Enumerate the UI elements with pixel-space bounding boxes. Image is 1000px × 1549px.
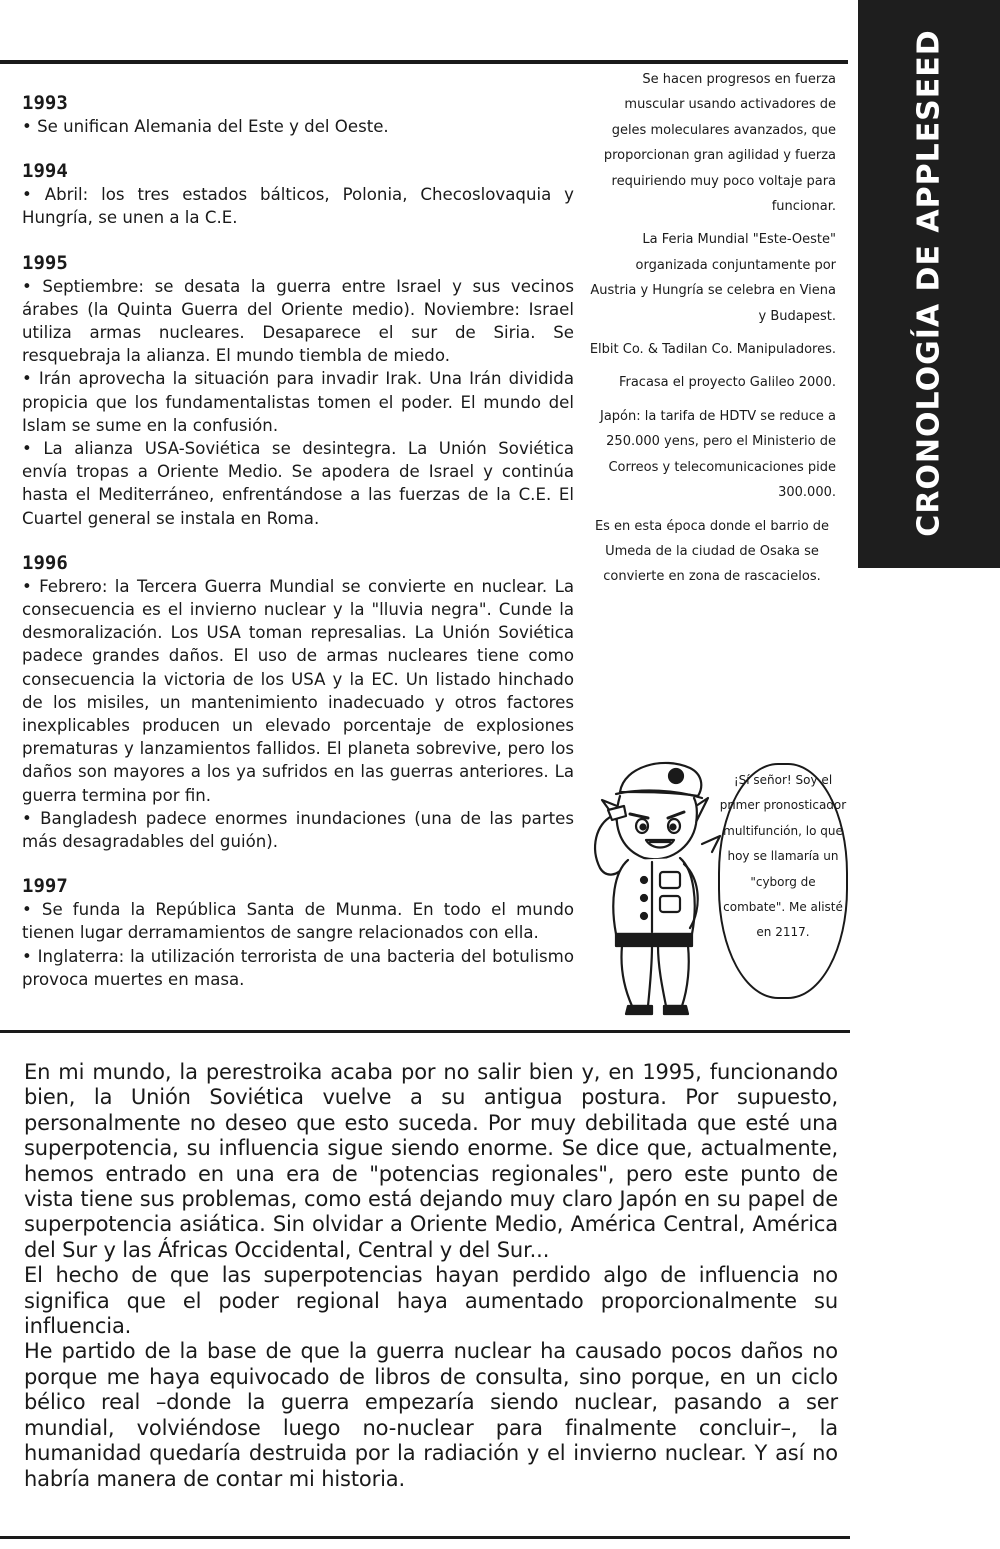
year-block-1997	[22, 875, 574, 991]
sidebar-note: Japón: la tarifa de HDTV se reduce a 250.000 yens, pero el Ministerio de Correos y telecomunicaciones pide 300.000.	[600, 408, 836, 501]
essay-paragraph: He partido de la base de que la guerra nuclear ha causado pocos daños no porque me haya equivocado de libros de consulta, sino porque, en un ciclo bélico real –donde la guerra empezaría siendo nuclear, pasando a ser mundial, volviéndose luego no-nuclear para finalmente concluir–, la humanidad quedaría destruida por la radiación y el invierno nuclear. Y así no habría manera de contar mi historia.	[24, 1339, 838, 1491]
year-title: 1994	[22, 160, 68, 183]
section-divider	[0, 1030, 850, 1033]
event-item: • Se unifican Alemania del Este y del Oeste.	[22, 115, 574, 138]
side-tab-title: CRONOLOGÍA DE APPLESEED	[911, 29, 947, 537]
year-block-1994	[22, 160, 574, 229]
bottom-rule	[0, 1536, 850, 1539]
event-item: • Septiembre: se desata la guerra entre Israel y sus vecinos árabes (la Quinta Guerra del Oriente medio). Noviembre: Israel utiliza armas nucleares. Desaparece el sur de Siria. Se resquebraja la alianza. El mundo tiembla de miedo.	[22, 275, 574, 368]
event-item: • Abril: los tres estados bálticos, Polonia, Checoslovaquia y Hungría, se unen a la C.E.	[22, 183, 574, 229]
event-item: • Febrero: la Tercera Guerra Mundial se convierte en nuclear. La consecuencia es el invierno nuclear y la "lluvia negra". Cunde la desmoralización. Los USA toman represalias. La Unión Soviética padece grandes daños. El uso de armas nucleares tiene como consecuencia la victoria de los USA y la EC. Un listado hinchado de los misiles, un mantenimiento inadecuado y otros factores inexplicables producen un elevado porcentaje de explosiones prematuras y lanzamientos fallidos. El planeta sobrevive, pero los daños son mayores a los ya sufridos en las guerras anteriores. La guerra termina por fin.	[22, 575, 574, 807]
sidebar-note: Elbit Co. & Tadilan Co. Manipuladores.	[589, 342, 836, 358]
event-item: • Se funda la República Santa de Munma. En todo el mundo tienen lugar derramamientos de sangre relacionados con ella.	[22, 898, 574, 944]
essay-paragraph: En mi mundo, la perestroika acaba por no salir bien y, en 1995, funcionando bien, la Unión Soviética vuelve a su antigua postura. Por supuesto, personalmente no deseo que esto suceda. Por muy debilitada que esté una superpotencia, su influencia sigue siendo enorme. Se dice que, actualmente, hemos entrado en una era de "potencias regionales", pero este punto de vista tiene sus problemas, como está dejando muy claro Japón en su papel de superpotencia asiática. Sin olvidar a Oriente Medio, América Central, América del Sur y las Áfricas Occidental, Central y del Sur...	[24, 1060, 838, 1262]
event-item: • La alianza USA-Soviética se desintegra. La Unión Soviética envía tropas a Oriente Medio. Se apodera de Israel y continúa hasta el Mediterráneo, enfrentándose a las fuerzas de la C.E. El Cuartel general se instala en Roma.	[22, 437, 574, 530]
year-title: 1996	[22, 551, 68, 574]
timeline	[22, 92, 574, 991]
event-item: • Bangladesh padece enormes inundaciones (una de las partes más desagradables del guión).	[22, 807, 574, 853]
event-item: • Irán aprovecha la situación para invadir Irak. Una Irán dividida propicia que los fundamentalistas tomen el poder. El mundo del Islam se sume en la confusión.	[22, 367, 574, 437]
sidebar-note: Se hacen progresos en fuerza muscular usando activadores de geles moleculares avanzados, que proporcionan gran agilidad y fuerza requiriendo muy poco voltaje para funcionar.	[603, 72, 836, 215]
year-block-1993	[22, 92, 574, 138]
sidebar-note: Es en esta época donde el barrio de Umeda de la ciudad de Osaka se convierte en zona de rascacielos.	[594, 518, 830, 585]
event-item: • Inglaterra: la utilización terrorista de una bacteria del botulismo provoca muertes en masa.	[22, 945, 574, 991]
essay-paragraph: El hecho de que las superpotencias hayan perdido algo de influencia no significa que el poder regional haya aumentado proporcionalmente su influencia.	[24, 1263, 838, 1339]
year-title: 1997	[22, 875, 68, 898]
year-block-1995	[22, 252, 574, 530]
essay	[24, 1060, 838, 1492]
sidebar-note: La Feria Mundial "Este-Oeste" organizada conjuntamente por Austria y Hungría se celebra en Viena y Budapest.	[590, 232, 836, 324]
year-block-1996	[22, 552, 574, 853]
top-rule	[0, 60, 848, 64]
sidebar-note: Fracasa el proyecto Galileo 2000.	[618, 375, 836, 391]
speech-bubble-text: ¡Sí señor! Soy el primer pronosticador multifunción, lo que hoy se llamaría un "cyborg de combate". Me alisté en 2117.	[719, 773, 847, 940]
sidebar-notes	[588, 67, 836, 598]
year-title: 1993	[22, 92, 68, 114]
year-title: 1995	[22, 251, 68, 274]
